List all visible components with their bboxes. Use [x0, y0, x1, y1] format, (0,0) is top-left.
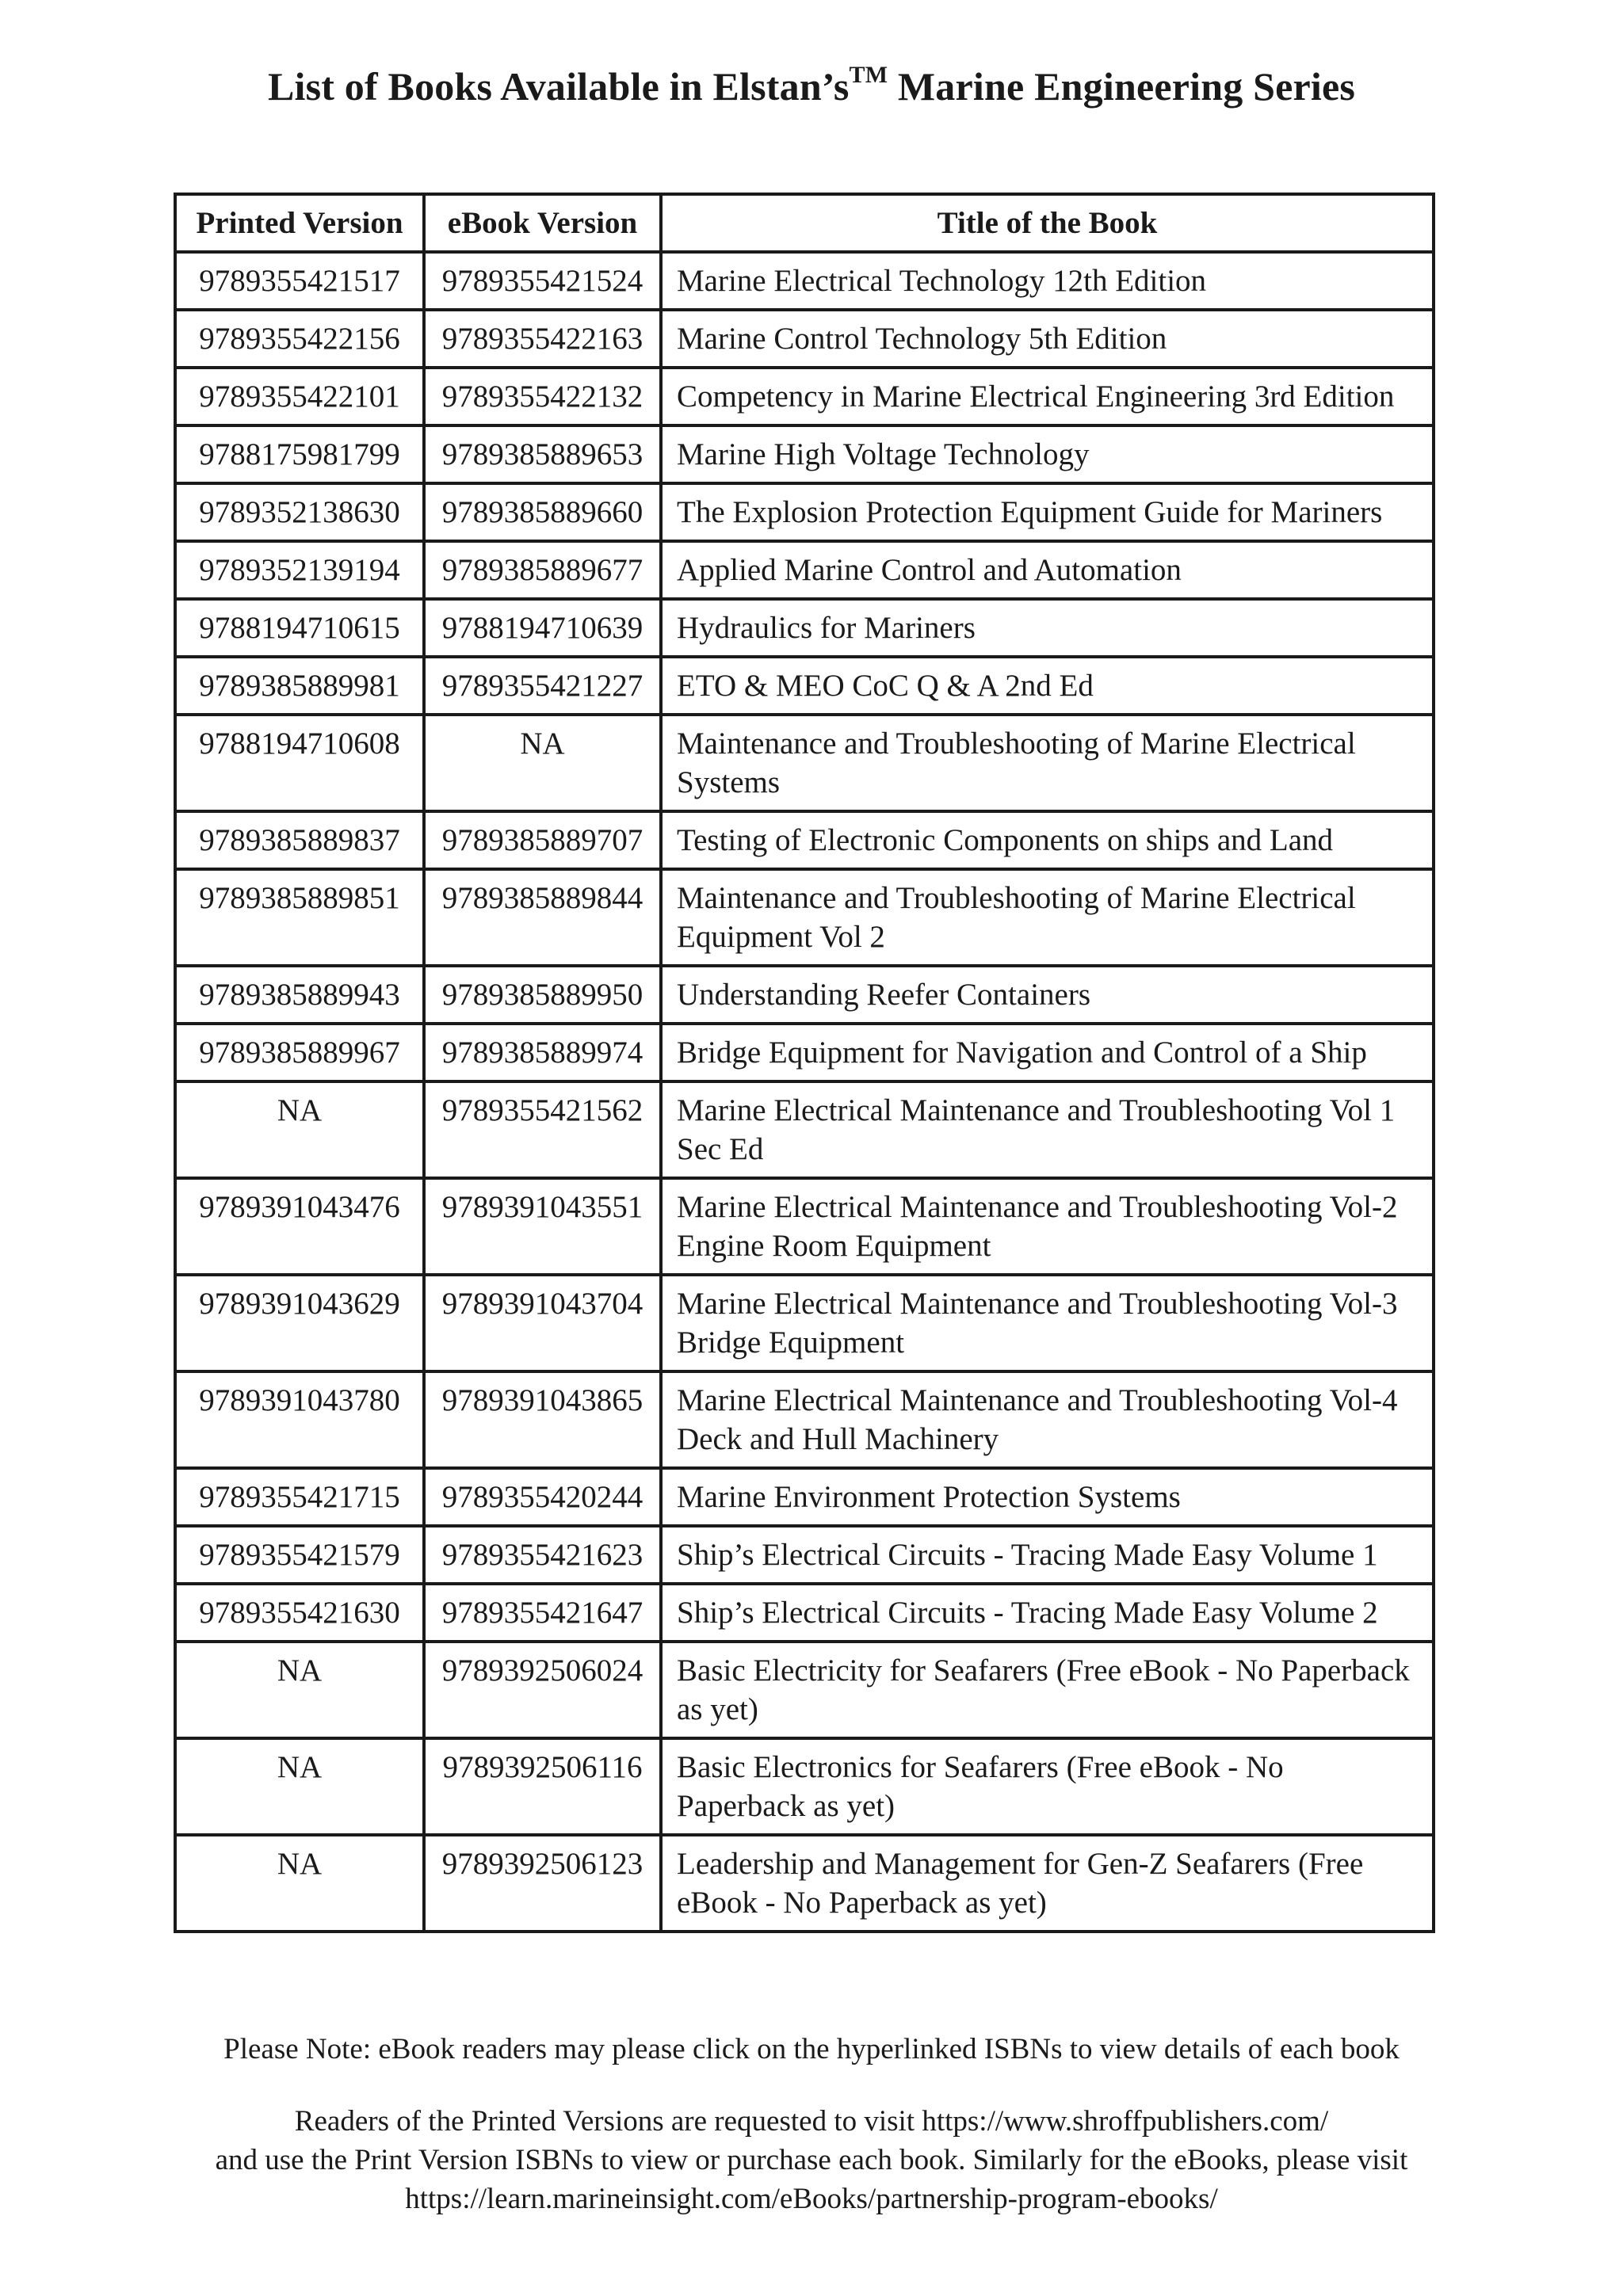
- ebook-isbn-cell[interactable]: 9789385889974: [424, 1024, 661, 1081]
- table-row: [175, 310, 1434, 368]
- book-title-cell: Marine Electrical Maintenance and Troubleshooting Vol-3 Bridge Equipment: [661, 1275, 1434, 1371]
- book-title-cell: Marine Electrical Maintenance and Troubleshooting Vol 1 Sec Ed: [661, 1081, 1434, 1178]
- table-row: [175, 368, 1434, 425]
- book-title-cell: Marine Electrical Maintenance and Troubleshooting Vol-2 Engine Room Equipment: [661, 1178, 1434, 1275]
- ebook-isbn-cell[interactable]: 9789385889653: [424, 425, 661, 483]
- table-header-row: [175, 194, 1434, 252]
- table-row: [175, 1642, 1434, 1738]
- readers-note-line-3: https://learn.marineinsight.com/eBooks/partnership-program-ebooks/: [405, 2183, 1218, 2215]
- readers-note: [0, 2102, 1623, 2218]
- printed-isbn-cell[interactable]: 9789385889943: [175, 966, 424, 1024]
- printed-isbn-cell[interactable]: 9789355421579: [175, 1526, 424, 1584]
- book-title-cell: Basic Electricity for Seafarers (Free eBook - No Paperback as yet): [661, 1642, 1434, 1738]
- printed-isbn-cell[interactable]: 9789385889967: [175, 1024, 424, 1081]
- printed-isbn-cell[interactable]: 9789355422156: [175, 310, 424, 368]
- table-row: [175, 541, 1434, 599]
- printed-isbn-cell[interactable]: 9789391043780: [175, 1371, 424, 1468]
- printed-isbn-cell[interactable]: 9789385889837: [175, 811, 424, 869]
- book-title-cell: Ship’s Electrical Circuits - Tracing Made Easy Volume 2: [661, 1584, 1434, 1642]
- table-row: [175, 1371, 1434, 1468]
- please-note: Please Note: eBook readers may please click on the hyperlinked ISBNs to view details of each book: [223, 2033, 1400, 2065]
- book-title-cell: Bridge Equipment for Navigation and Control of a Ship: [661, 1024, 1434, 1081]
- book-title-cell: Marine Control Technology 5th Edition: [661, 310, 1434, 368]
- book-title-cell: Hydraulics for Mariners: [661, 599, 1434, 657]
- book-title-cell: Marine Electrical Maintenance and Troubleshooting Vol-4 Deck and Hull Machinery: [661, 1371, 1434, 1468]
- ebook-isbn-cell[interactable]: 9789385889844: [424, 869, 661, 966]
- table-row: [175, 1081, 1434, 1178]
- ebook-isbn-cell[interactable]: 9789355422163: [424, 310, 661, 368]
- header-printed-version: Printed Version: [175, 194, 424, 252]
- table-row: [175, 1584, 1434, 1642]
- ebook-isbn-cell[interactable]: 9789355421623: [424, 1526, 661, 1584]
- table-row: [175, 966, 1434, 1024]
- book-title-cell: Marine Electrical Technology 12th Edition: [661, 252, 1434, 310]
- ebook-isbn-cell[interactable]: 9788194710639: [424, 599, 661, 657]
- readers-note-line-1: Readers of the Printed Versions are requested to visit https://www.shroffpublishers.com/: [294, 2105, 1329, 2138]
- printed-isbn-cell[interactable]: NA: [175, 1738, 424, 1835]
- page-title: [0, 62, 1623, 109]
- ebook-isbn-cell[interactable]: 9789385889660: [424, 483, 661, 541]
- printed-isbn-cell[interactable]: 9789352139194: [175, 541, 424, 599]
- printed-isbn-cell[interactable]: 9789355421630: [175, 1584, 424, 1642]
- ebook-isbn-cell[interactable]: 9789391043865: [424, 1371, 661, 1468]
- ebook-isbn-cell[interactable]: 9789385889677: [424, 541, 661, 599]
- printed-isbn-cell[interactable]: 9789355421517: [175, 252, 424, 310]
- table-row: [175, 599, 1434, 657]
- header-ebook-version: eBook Version: [424, 194, 661, 252]
- printed-isbn-cell[interactable]: 9788194710608: [175, 715, 424, 811]
- printed-isbn-cell[interactable]: NA: [175, 1081, 424, 1178]
- ebook-isbn-cell[interactable]: NA: [424, 715, 661, 811]
- trademark-mark: TM: [849, 62, 888, 88]
- table-body: [175, 252, 1434, 1932]
- table-row: [175, 483, 1434, 541]
- table-row: [175, 657, 1434, 715]
- table-row: [175, 1526, 1434, 1584]
- table-row: [175, 1275, 1434, 1371]
- ebook-isbn-cell[interactable]: 9789355421227: [424, 657, 661, 715]
- table-row: [175, 869, 1434, 966]
- printed-isbn-cell[interactable]: 9788194710615: [175, 599, 424, 657]
- ebook-isbn-cell[interactable]: 9789385889707: [424, 811, 661, 869]
- printed-isbn-cell[interactable]: 9788175981799: [175, 425, 424, 483]
- ebook-isbn-cell[interactable]: 9789355422132: [424, 368, 661, 425]
- ebook-isbn-cell[interactable]: 9789355421647: [424, 1584, 661, 1642]
- printed-isbn-cell[interactable]: 9789385889851: [175, 869, 424, 966]
- book-title-cell: Testing of Electronic Components on ships and Land: [661, 811, 1434, 869]
- book-title-cell: Maintenance and Troubleshooting of Marine Electrical Equipment Vol 2: [661, 869, 1434, 966]
- ebook-isbn-cell[interactable]: 9789392506123: [424, 1835, 661, 1932]
- book-title-cell: ETO & MEO CoC Q & A 2nd Ed: [661, 657, 1434, 715]
- table-row: [175, 715, 1434, 811]
- books-table: [174, 193, 1435, 1933]
- printed-isbn-cell[interactable]: 9789391043629: [175, 1275, 424, 1371]
- book-title-cell: Marine Environment Protection Systems: [661, 1468, 1434, 1526]
- header-book-title: Title of the Book: [661, 194, 1434, 252]
- readers-note-line-2: and use the Print Version ISBNs to view or purchase each book. Similarly for the eBooks, please visit: [215, 2144, 1408, 2176]
- page-title-series: Marine Engineering Series: [888, 64, 1356, 109]
- table-row: [175, 811, 1434, 869]
- ebook-isbn-cell[interactable]: 9789392506116: [424, 1738, 661, 1835]
- printed-isbn-cell[interactable]: NA: [175, 1642, 424, 1738]
- book-title-cell: Ship’s Electrical Circuits - Tracing Made Easy Volume 1: [661, 1526, 1434, 1584]
- book-title-cell: Marine High Voltage Technology: [661, 425, 1434, 483]
- ebook-isbn-cell[interactable]: 9789355421562: [424, 1081, 661, 1178]
- ebook-isbn-cell[interactable]: 9789355421524: [424, 252, 661, 310]
- book-title-cell: The Explosion Protection Equipment Guide for Mariners: [661, 483, 1434, 541]
- table-row: [175, 1024, 1434, 1081]
- table-row: [175, 1178, 1434, 1275]
- printed-isbn-cell[interactable]: 9789385889981: [175, 657, 424, 715]
- ebook-isbn-cell[interactable]: 9789385889950: [424, 966, 661, 1024]
- ebook-isbn-cell[interactable]: 9789392506024: [424, 1642, 661, 1738]
- printed-isbn-cell[interactable]: NA: [175, 1835, 424, 1932]
- printed-isbn-cell[interactable]: 9789355422101: [175, 368, 424, 425]
- printed-isbn-cell[interactable]: 9789391043476: [175, 1178, 424, 1275]
- table-row: [175, 425, 1434, 483]
- page-title-text: List of Books Available in Elstan’s: [267, 64, 850, 109]
- table-row: [175, 252, 1434, 310]
- ebook-isbn-cell[interactable]: 9789391043551: [424, 1178, 661, 1275]
- book-title-cell: Basic Electronics for Seafarers (Free eBook - No Paperback as yet): [661, 1738, 1434, 1835]
- book-title-cell: Competency in Marine Electrical Engineering 3rd Edition: [661, 368, 1434, 425]
- book-title-cell: Leadership and Management for Gen-Z Seafarers (Free eBook - No Paperback as yet): [661, 1835, 1434, 1932]
- printed-isbn-cell[interactable]: 9789352138630: [175, 483, 424, 541]
- table-row: [175, 1835, 1434, 1932]
- table-row: [175, 1738, 1434, 1835]
- printed-isbn-cell[interactable]: 9789355421715: [175, 1468, 424, 1526]
- book-title-cell: Applied Marine Control and Automation: [661, 541, 1434, 599]
- ebook-isbn-cell[interactable]: 9789391043704: [424, 1275, 661, 1371]
- ebook-isbn-cell[interactable]: 9789355420244: [424, 1468, 661, 1526]
- book-title-cell: Understanding Reefer Containers: [661, 966, 1434, 1024]
- book-title-cell: Maintenance and Troubleshooting of Marine Electrical Systems: [661, 715, 1434, 811]
- table-row: [175, 1468, 1434, 1526]
